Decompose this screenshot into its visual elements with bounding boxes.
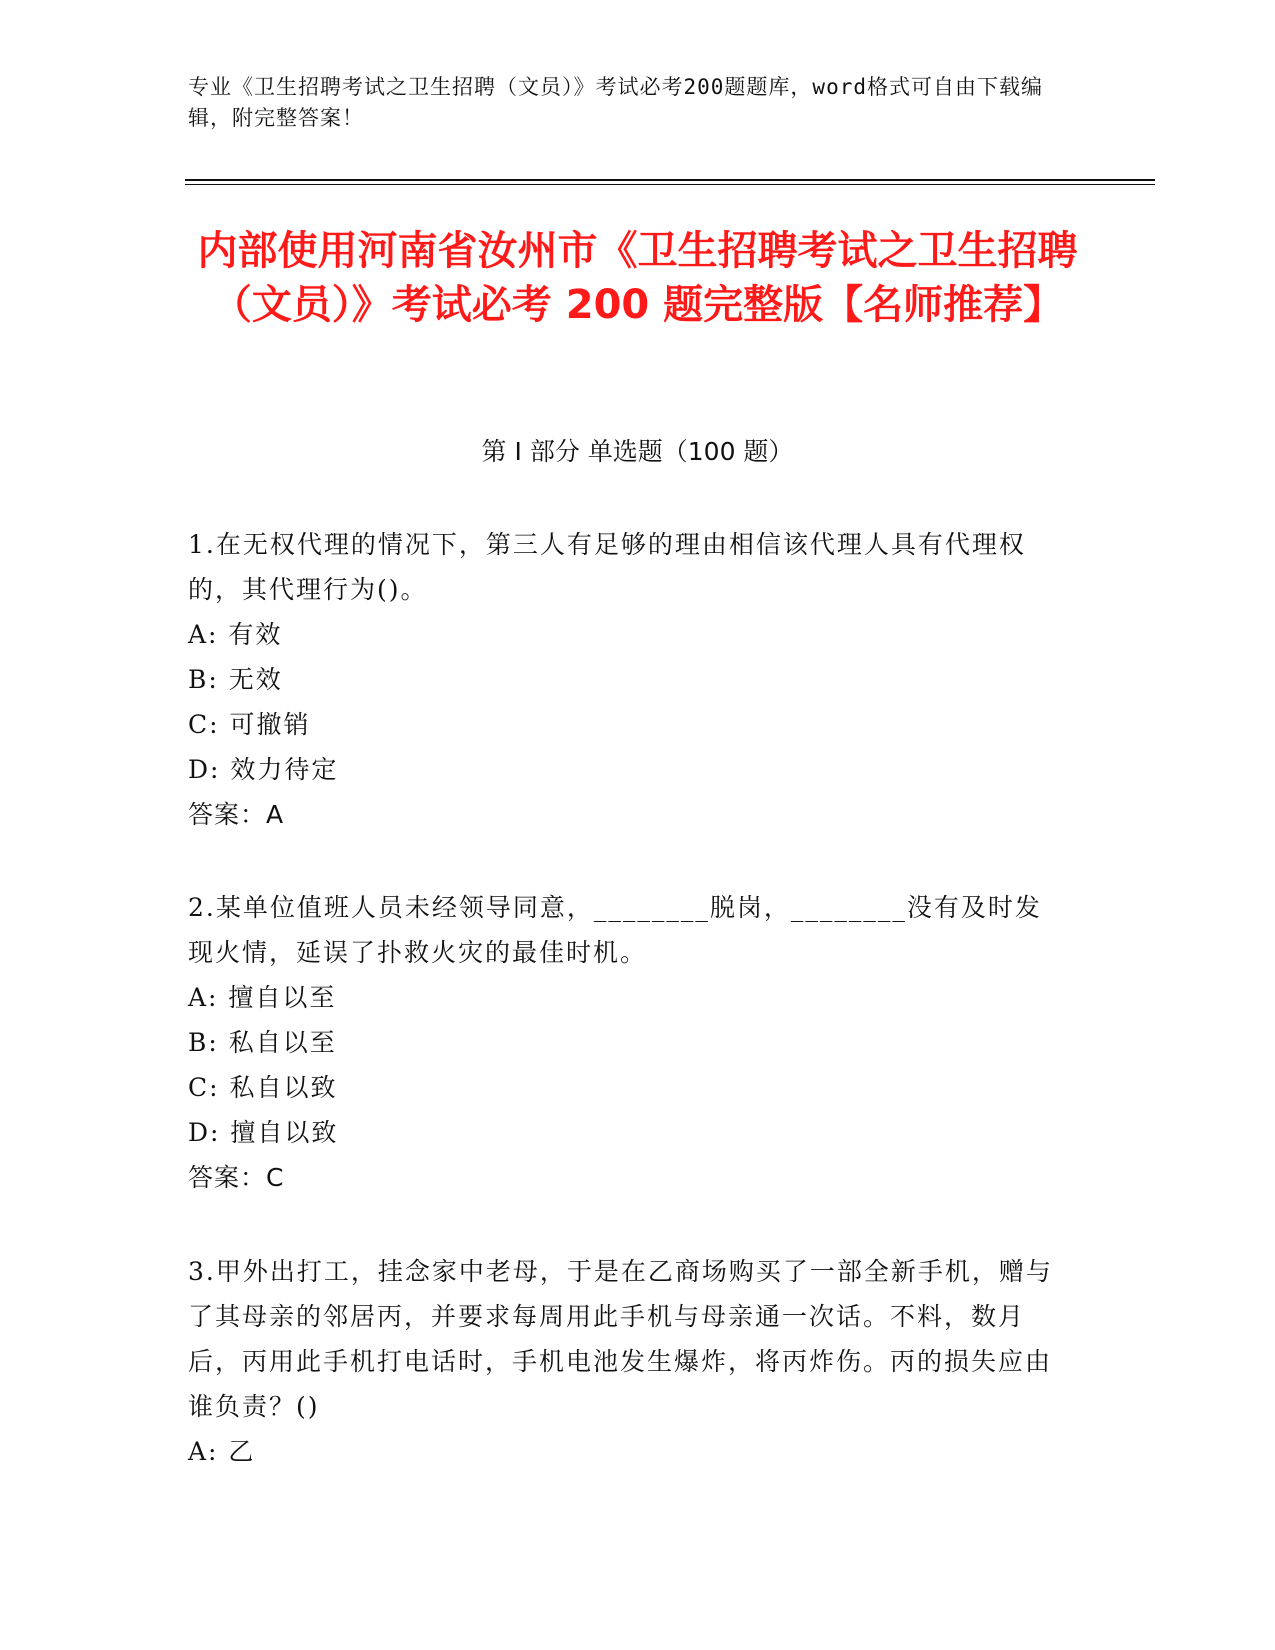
option-c: C: 可撤销 [188, 710, 311, 739]
document-title: 内部使用河南省汝州市《卫生招聘考试之卫生招聘（文员）》考试必考 200 题完整版【名师推荐】 [197, 228, 1078, 328]
question-text: 2.某单位值班人员未经领导同意，________脱岗，________没有及时发现火情，延误了扑救火灾的最佳时机。 [188, 893, 1042, 967]
option-a: A: 有效 [188, 620, 283, 649]
option-d: D: 效力待定 [188, 755, 339, 784]
header-rule-thick [185, 179, 1155, 181]
question-text: 1.在无权代理的情况下，第三人有足够的理由相信该代理人具有代理权的，其代理行为()。 [188, 530, 1026, 604]
header-note: 专业《卫生招聘考试之卫生招聘（文员）》考试必考200题题库，word格式可自由下载编辑，附完整答案！ [188, 75, 1043, 130]
question-2 [188, 885, 1068, 1200]
header-rule-thin [185, 184, 1155, 185]
section-title: 第 I 部分 单选题（100 题） [481, 437, 794, 466]
option-c: C: 私自以致 [188, 1073, 338, 1102]
answer: 答案：A [188, 800, 285, 829]
option-a: A: 乙 [188, 1437, 256, 1466]
option-b: B: 无效 [188, 665, 283, 694]
question-3 [188, 1249, 1068, 1474]
question-1 [188, 522, 1068, 837]
option-b: B: 私自以至 [188, 1028, 337, 1057]
answer: 答案：C [188, 1163, 285, 1192]
question-text: 3.甲外出打工，挂念家中老母，于是在乙商场购买了一部全新手机，赠与了其母亲的邻居丙，并要求每周用此手机与母亲通一次话。不料，数月后，丙用此手机打电话时，手机电池发生爆炸，将丙炸伤。丙的损失应由谁负责？() [188, 1257, 1053, 1421]
option-a: A: 擅自以至 [188, 983, 337, 1012]
option-d: D: 擅自以致 [188, 1118, 339, 1147]
